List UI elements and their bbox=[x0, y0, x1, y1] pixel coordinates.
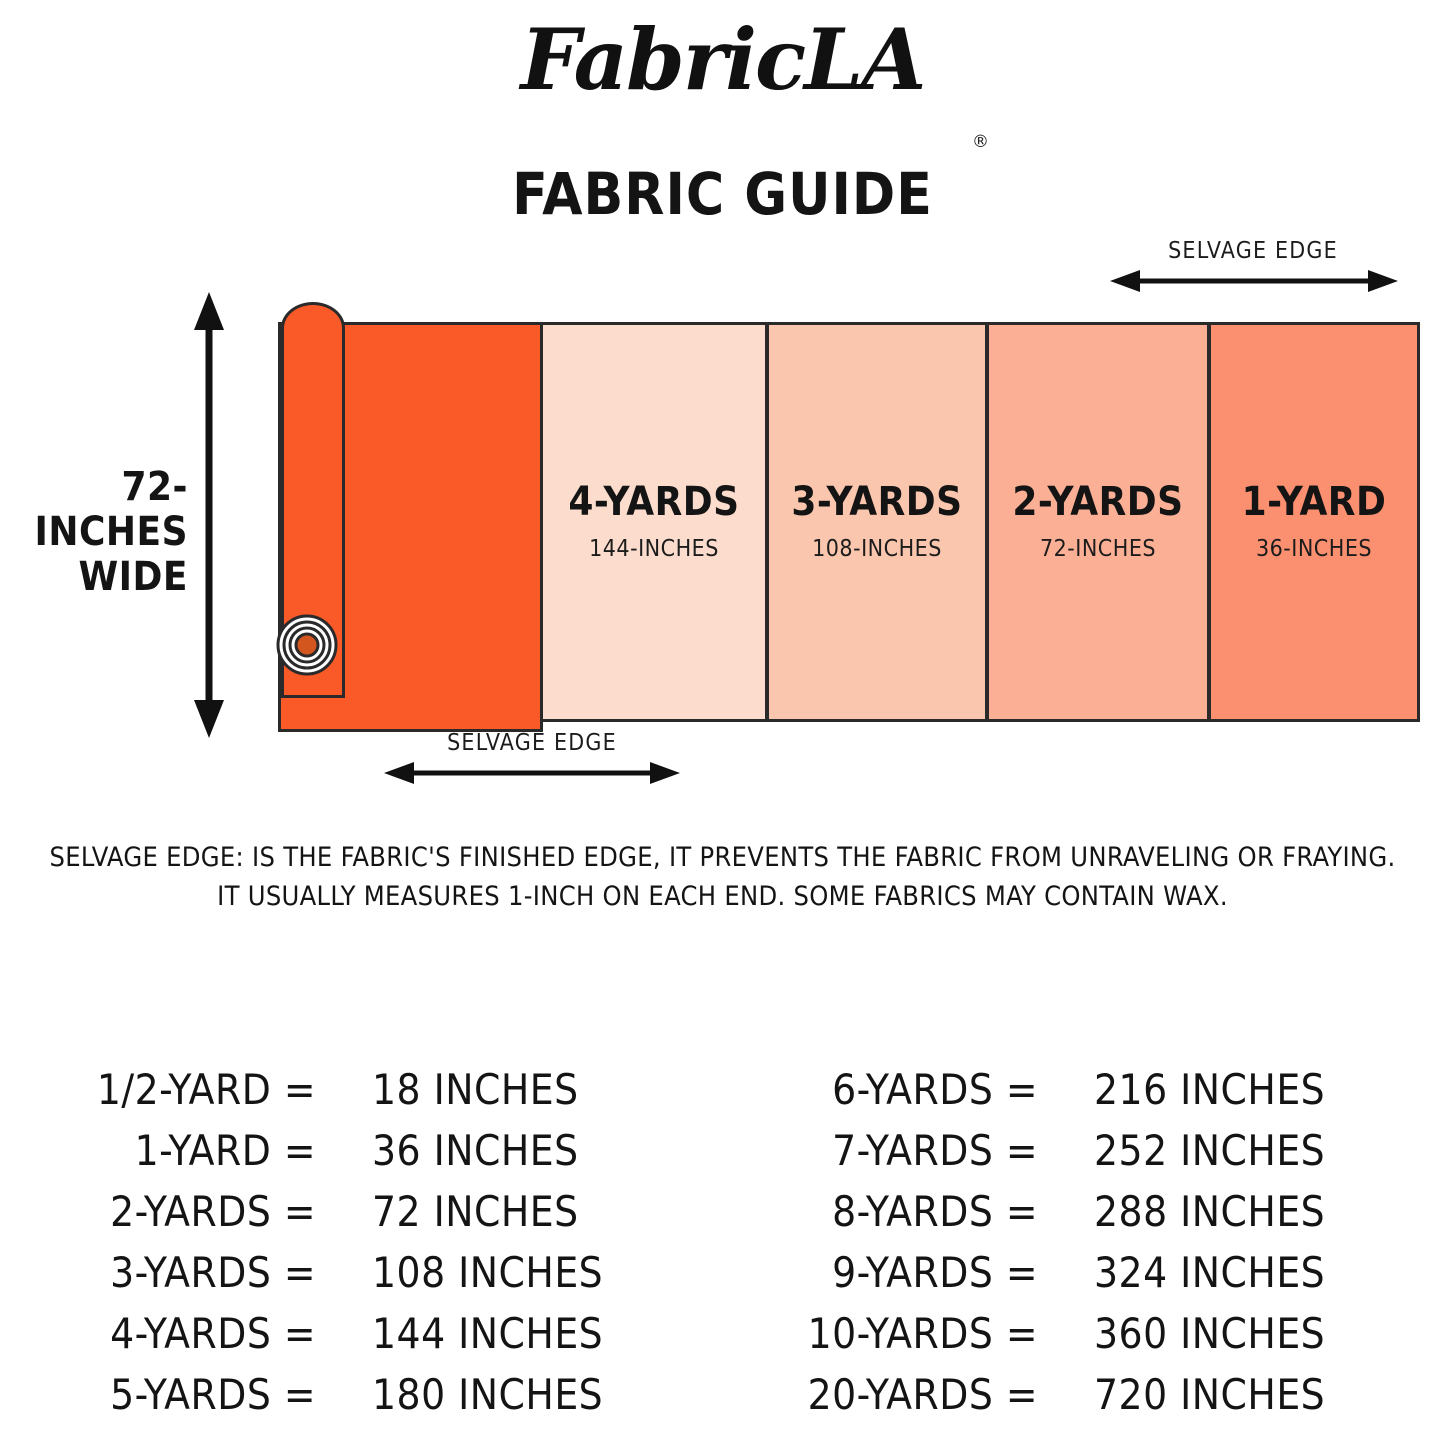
selvage-edge-bottom-label: SELVAGE EDGE bbox=[447, 730, 617, 756]
conversion-yards: 6-YARDS = bbox=[832, 1065, 1038, 1114]
registered-trademark-icon: ® bbox=[972, 132, 989, 152]
selvage-edge-description bbox=[0, 838, 1445, 916]
fabric-panel-4-yards-label: 4-YARDS bbox=[568, 479, 740, 525]
conversion-row bbox=[722, 1370, 1444, 1431]
conversion-inches: 18 INCHES bbox=[372, 1065, 579, 1114]
conversion-row bbox=[722, 1126, 1444, 1187]
brand-logo: FabricLA bbox=[520, 10, 925, 109]
fabric-panel-2-yards-sub: 72-INCHES bbox=[1039, 536, 1157, 562]
fabric-panel-2-yards-label: 2-YARDS bbox=[1012, 479, 1184, 525]
selvage-edge-top-arrow-icon bbox=[1108, 268, 1400, 294]
conversion-inches: 360 INCHES bbox=[1094, 1309, 1326, 1358]
selvage-edge-description-line2: IT USUALLY MEASURES 1-INCH ON EACH END. SOME FABRICS MAY CONTAIN WAX. bbox=[217, 881, 1228, 913]
conversion-inches: 180 INCHES bbox=[372, 1370, 604, 1419]
fabric-width-label-line1: 72-INCHES bbox=[34, 464, 188, 555]
conversion-inches: 144 INCHES bbox=[372, 1309, 604, 1358]
fabric-panel-4-yards bbox=[540, 322, 768, 722]
conversion-inches: 108 INCHES bbox=[372, 1248, 604, 1297]
conversion-row bbox=[0, 1248, 722, 1309]
fabric-roll-diagram bbox=[0, 230, 1445, 820]
conversion-inches: 720 INCHES bbox=[1094, 1370, 1326, 1419]
fabric-panel-4-yards-sub: 144-INCHES bbox=[589, 536, 719, 562]
conversion-inches: 288 INCHES bbox=[1094, 1187, 1326, 1236]
selvage-edge-bottom-arrow-icon bbox=[382, 760, 682, 786]
conversion-row bbox=[722, 1248, 1444, 1309]
conversion-row bbox=[0, 1309, 722, 1370]
conversion-column-right bbox=[722, 1065, 1444, 1431]
conversion-yards: 2-YARDS = bbox=[110, 1187, 316, 1236]
conversion-yards: 8-YARDS = bbox=[832, 1187, 1038, 1236]
fabric-roll-core-icon bbox=[276, 614, 338, 676]
conversion-row bbox=[0, 1370, 722, 1431]
conversion-yards: 1-YARD = bbox=[134, 1126, 316, 1175]
width-dimension-arrow-icon bbox=[192, 290, 226, 740]
conversion-row bbox=[0, 1187, 722, 1248]
conversion-inches: 216 INCHES bbox=[1094, 1065, 1326, 1114]
fabric-width-label-line2: WIDE bbox=[78, 553, 188, 600]
fabric-panel-3-yards-label: 3-YARDS bbox=[791, 479, 963, 525]
fabric-panel-3-yards-sub: 108-INCHES bbox=[812, 536, 942, 562]
conversion-row bbox=[0, 1126, 722, 1187]
fabric-panel-2-yards bbox=[986, 322, 1210, 722]
conversion-yards: 5-YARDS = bbox=[110, 1370, 316, 1419]
selvage-edge-description-line1: SELVAGE EDGE: IS THE FABRIC'S FINISHED EDGE, IT PREVENTS THE FABRIC FROM UNRAVELING OR FRAYING. bbox=[49, 842, 1396, 873]
fabric-panel-1-yard bbox=[1208, 322, 1420, 722]
conversion-row bbox=[722, 1187, 1444, 1248]
conversion-row bbox=[722, 1309, 1444, 1370]
conversion-yards: 3-YARDS = bbox=[110, 1248, 316, 1297]
conversion-inches: 324 INCHES bbox=[1094, 1248, 1326, 1297]
conversion-row bbox=[0, 1065, 722, 1126]
conversion-yards: 4-YARDS = bbox=[110, 1309, 316, 1358]
conversion-inches: 252 INCHES bbox=[1094, 1126, 1326, 1175]
fabric-width-label bbox=[0, 465, 188, 599]
conversion-yards: 20-YARDS = bbox=[807, 1370, 1038, 1419]
conversion-yards: 9-YARDS = bbox=[832, 1248, 1038, 1297]
fabric-panel-3-yards bbox=[766, 322, 988, 722]
selvage-edge-top-label: SELVAGE EDGE bbox=[1168, 238, 1338, 264]
conversion-row bbox=[722, 1065, 1444, 1126]
conversion-yards: 7-YARDS = bbox=[832, 1126, 1038, 1175]
conversion-yards: 10-YARDS = bbox=[807, 1309, 1038, 1358]
page-title: FABRIC GUIDE bbox=[512, 160, 933, 228]
conversion-column-left bbox=[0, 1065, 722, 1431]
conversion-inches: 72 INCHES bbox=[372, 1187, 579, 1236]
conversion-yards: 1/2-YARD = bbox=[96, 1065, 316, 1114]
fabric-panel-1-yard-label: 1-YARD bbox=[1241, 479, 1387, 525]
fabric-panel-1-yard-sub: 36-INCHES bbox=[1255, 536, 1373, 562]
conversion-inches: 36 INCHES bbox=[372, 1126, 579, 1175]
yard-to-inch-conversion-table bbox=[0, 1065, 1445, 1431]
